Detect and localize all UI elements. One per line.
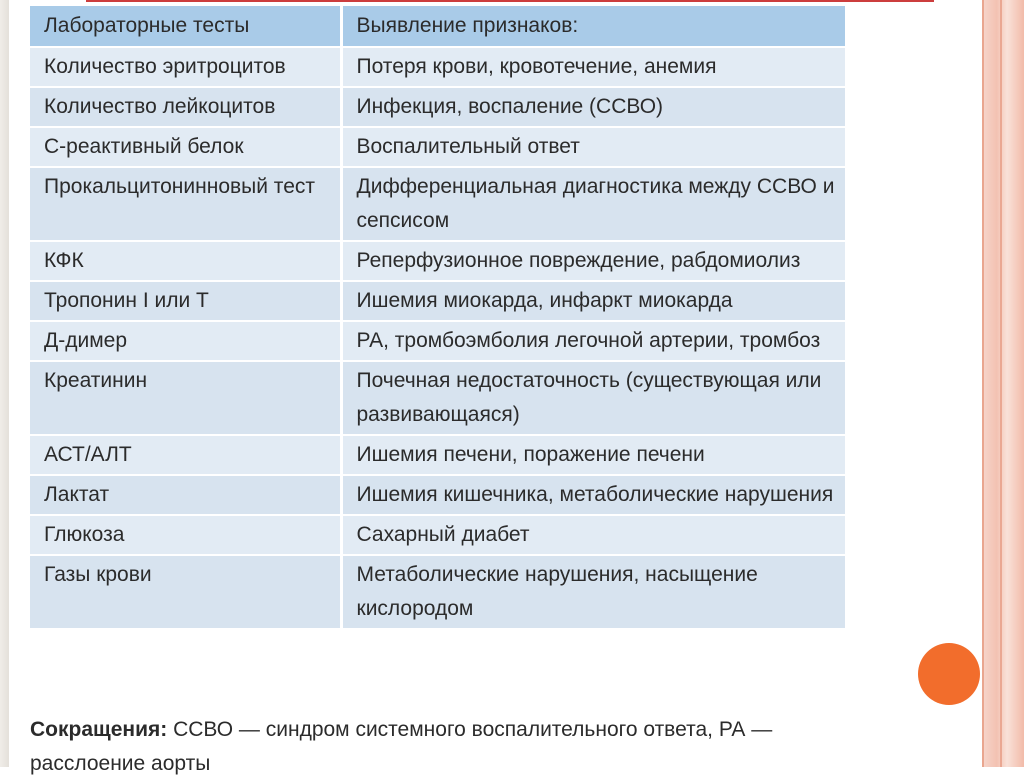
test-sign: Дифференциальная диагностика между ССВО и сепсисом: [341, 167, 845, 241]
test-name: С-реактивный белок: [30, 127, 341, 167]
table-row: [30, 127, 845, 167]
test-sign: РА, тромбоэмболия легочной артерии, тромбоз: [341, 321, 845, 361]
abbreviations-note: [30, 713, 860, 781]
test-name: АСТ/АЛТ: [30, 435, 341, 475]
test-sign: Потеря крови, кровотечение, анемия: [341, 47, 845, 87]
test-name: Газы крови: [30, 555, 341, 628]
test-sign: Реперфузионное повреждение, рабдомиолиз: [341, 241, 845, 281]
test-sign: Инфекция, воспаление (ССВО): [341, 87, 845, 127]
test-sign: Сахарный диабет: [341, 515, 845, 555]
right-border-decoration: [982, 0, 1024, 767]
header-signs: Выявление признаков:: [341, 6, 845, 47]
table-row: [30, 241, 845, 281]
top-accent-line: [86, 0, 934, 2]
test-name: Количество эритроцитов: [30, 47, 341, 87]
test-name: Глюкоза: [30, 515, 341, 555]
table-row: [30, 435, 845, 475]
orange-circle-decoration: [918, 643, 980, 705]
test-name: Количество лейкоцитов: [30, 87, 341, 127]
test-name: Д-димер: [30, 321, 341, 361]
test-sign: Ишемия миокарда, инфаркт миокарда: [341, 281, 845, 321]
test-name: Лактат: [30, 475, 341, 515]
test-sign: Воспалительный ответ: [341, 127, 845, 167]
table-row: [30, 555, 845, 628]
abbreviations-label: Сокращения:: [30, 718, 168, 741]
test-name: Креатинин: [30, 361, 341, 435]
header-lab-tests: Лабораторные тесты: [30, 6, 341, 47]
table-row: [30, 321, 845, 361]
abbreviations-text: ССВО — синдром системного воспалительного ответа, РА — расслоение аорты: [30, 718, 773, 775]
table-row: [30, 87, 845, 127]
test-sign: Метаболические нарушения, насыщение кислородом: [341, 555, 845, 628]
test-sign: Ишемия печени, поражение печени: [341, 435, 845, 475]
test-name: КФК: [30, 241, 341, 281]
table-row: [30, 361, 845, 435]
test-name: Тропонин I или Т: [30, 281, 341, 321]
lab-tests-table: [30, 6, 845, 628]
table-row: [30, 281, 845, 321]
right-border-line: [1000, 0, 1002, 767]
table-row: [30, 475, 845, 515]
left-edge-decoration: [0, 0, 9, 767]
test-sign: Почечная недостаточность (существующая или развивающаяся): [341, 361, 845, 435]
test-name: Прокальцитонинновый тест: [30, 167, 341, 241]
table-row: [30, 515, 845, 555]
test-sign: Ишемия кишечника, метаболические нарушения: [341, 475, 845, 515]
table-row: [30, 167, 845, 241]
table-row: [30, 47, 845, 87]
table-header-row: [30, 6, 845, 47]
right-border-line: [982, 0, 984, 767]
